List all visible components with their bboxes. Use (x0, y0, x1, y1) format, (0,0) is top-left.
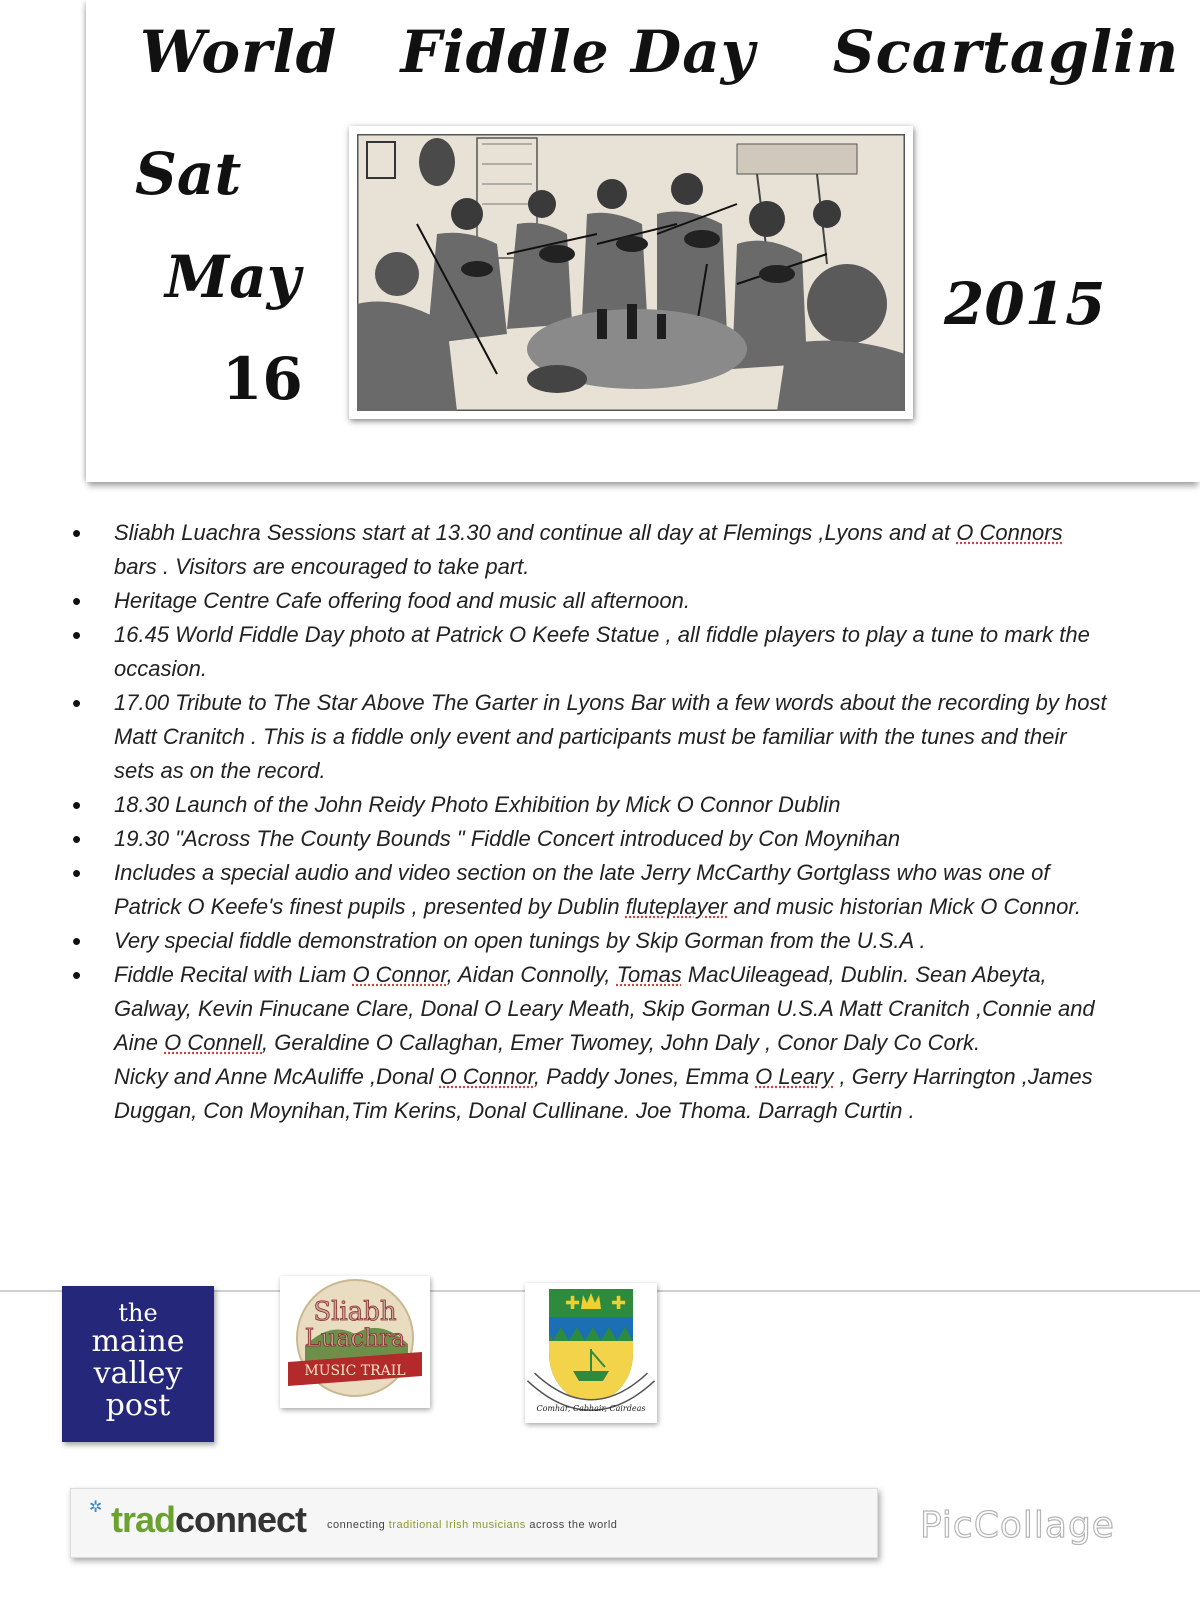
maine-valley-post-logo (62, 1286, 214, 1442)
event-text: MacUileagead, Dublin. Sean Abeyta, Galway, Kevin Finucane Clare, Donal O Leary Meath, Skip Gorman U.S.A Matt Cranitch ,Connie and Aine (114, 962, 1095, 1055)
event-text: 18.30 Launch of the John Reidy Photo Exhibition by Mick O Connor Dublin (114, 792, 841, 817)
title-word-world: World (140, 18, 338, 86)
event-text: , Geraldine O Callaghan, Emer Twomey, John Daly , Conor Daly Co Cork. (262, 1030, 981, 1055)
event-list (70, 516, 1110, 1128)
event-year: 2015 (944, 270, 1106, 338)
title-word-fiddle-day: Fiddle Day (400, 18, 756, 86)
tagline-post: across the world (525, 1519, 618, 1531)
tradconnect-tagline (327, 1519, 617, 1531)
tradconnect-swirl-icon: ✲ (89, 1497, 103, 1516)
event-text: , Aidan Connolly, (446, 962, 617, 987)
spellcheck-word: O Leary (755, 1064, 834, 1089)
svg-text:✚: ✚ (611, 1293, 627, 1314)
event-bullets (70, 516, 1110, 1128)
event-text: Very special fiddle demonstration on open tunings by Skip Gorman from the U.S.A . (114, 928, 926, 953)
brand-connect: connect (175, 1499, 307, 1540)
brand-trad: trad (111, 1499, 176, 1540)
tagline-pre: connecting (327, 1519, 389, 1531)
session-photo (349, 126, 913, 419)
spellcheck-word: O Connors (956, 520, 1063, 545)
piccollage-watermark: PicCollage (920, 1505, 1115, 1546)
event-item (70, 516, 1110, 584)
mvp-word-valley: valley (93, 1356, 183, 1391)
luachra-text: Luachra (304, 1324, 406, 1352)
sliabh-luachra-music-trail-logo (280, 1276, 430, 1408)
spellcheck-word: Tomas (616, 962, 682, 987)
poster-title (140, 18, 1180, 86)
event-text: 17.00 Tribute to The Star Above The Garter in Lyons Bar with a few words about the recording by host Matt Cranitch . This is a fiddle only event and participants must be familiar with the tunes and their sets as on the record. (114, 690, 1107, 783)
event-text: Includes a special audio and video section on the late Jerry McCarthy Gortglass who was one of Patrick O Keefe's finest pupils , presented by Dublin (114, 860, 1050, 919)
tradconnect-logo (111, 1499, 306, 1541)
title-word-scartaglin: Scartaglin (832, 18, 1180, 86)
mvp-word-the: the (118, 1299, 158, 1327)
date-day: 16 (222, 345, 303, 413)
event-item (70, 618, 1110, 686)
date-weekday: Sat (135, 140, 242, 208)
event-text: , Gerry Harrington ,James Duggan, Con Moynihan,Tim Kerins, Donal Cullinane. Joe Thoma. Darragh Curtin . (114, 1064, 1093, 1123)
event-text: 19.30 "Across The County Bounds " Fiddle Concert introduced by Con Moynihan (114, 826, 901, 851)
event-text: 16.45 World Fiddle Day photo at Patrick O Keefe Statue , all fiddle players to play a tune to mark the occasion. (114, 622, 1090, 681)
mvp-word-post: post (105, 1388, 171, 1423)
event-item (70, 584, 1110, 618)
spellcheck-word: O Connor (439, 1064, 534, 1089)
event-text: Fiddle Recital with Liam (114, 962, 353, 987)
event-item (70, 856, 1110, 924)
spellcheck-word: O Connell (164, 1030, 262, 1055)
kerry-county-crest (525, 1283, 657, 1423)
event-item (70, 958, 1110, 1128)
event-text: Nicky and Anne McAuliffe ,Donal (114, 1064, 440, 1089)
event-text: , Paddy Jones, Emma (533, 1064, 756, 1089)
event-text: bars . Visitors are encouraged to take part. (114, 554, 530, 579)
spellcheck-word: O Connor (352, 962, 447, 987)
fiddle-session-sketch (357, 134, 905, 411)
sliabh-text: Sliabh (313, 1297, 397, 1327)
event-text: and music historian Mick O Connor. (727, 894, 1081, 919)
mvp-word-maine: maine (91, 1324, 185, 1359)
event-text: Heritage Centre Cafe offering food and music all afternoon. (114, 588, 690, 613)
music-trail-text: MUSIC TRAIL (304, 1363, 406, 1379)
event-item (70, 822, 1110, 856)
event-text: Sliabh Luachra Sessions start at 13.30 and continue all day at Flemings ,Lyons and at (114, 520, 957, 545)
event-item (70, 788, 1110, 822)
svg-text:✚: ✚ (565, 1293, 581, 1314)
event-item (70, 686, 1110, 788)
event-item (70, 924, 1110, 958)
date-month: May (165, 243, 301, 311)
spellcheck-word: fluteplayer (625, 894, 728, 919)
tradconnect-banner (70, 1488, 878, 1558)
crest-motto: Comhar, Cabhair, Cairdeas (536, 1404, 646, 1413)
tagline-highlight: traditional Irish musicians (388, 1519, 526, 1531)
